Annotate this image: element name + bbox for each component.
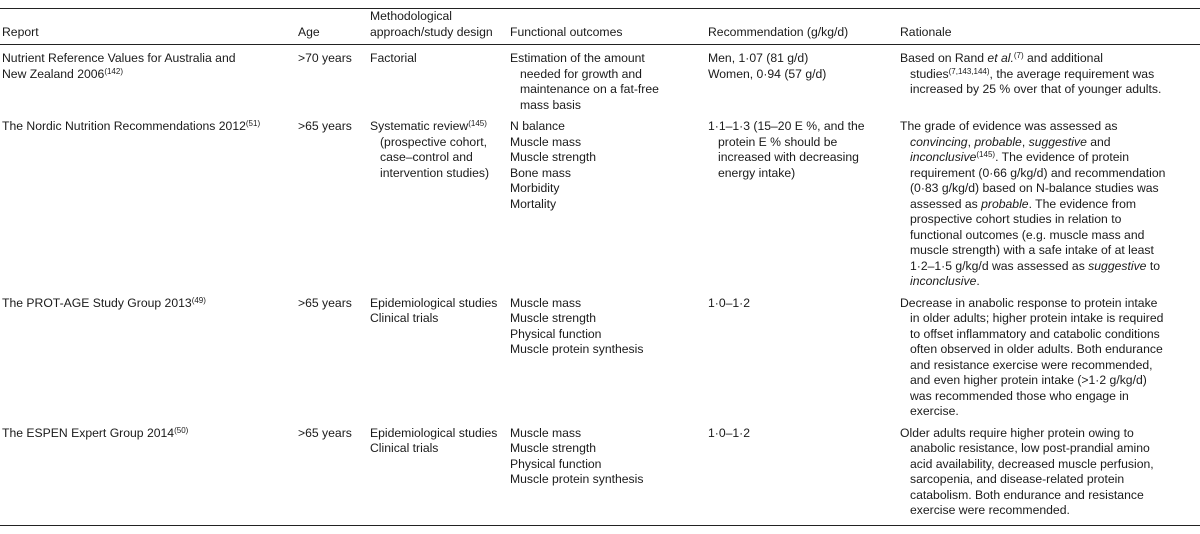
header-row [0, 9, 1200, 45]
table-row [0, 296, 1200, 426]
header-method-line: approach/study design [370, 24, 493, 39]
header-method [370, 9, 510, 45]
cell-outcomes: Muscle mass Muscle strength Physical function Muscle protein synthesis [510, 425, 644, 486]
header-outcomes: Functional outcomes [510, 24, 623, 39]
cell-recommendation: 1·0–1·2 [708, 295, 751, 310]
table-row [0, 45, 1200, 120]
cell-method: Epidemiological studies Clinical trials [370, 295, 498, 325]
cell-rationale: Based on Rand et al.$^{(7)}$ and additional studies$^{(7,143,144)}$, the average requirement was increased by 25 % over that of younger adults. [900, 51, 1162, 96]
cell-method: Epidemiological studies Clinical trials [370, 425, 498, 455]
cell-report: Nutrient Reference Values for Australia and New Zealand 2006$^{(142)}$ [2, 51, 236, 81]
cell-report: The PROT-AGE Study Group 2013$^{(49)}$ [2, 295, 206, 310]
cell-recommendation: 1·0–1·2 [708, 425, 751, 440]
cell-rationale: The grade of evidence was assessed as convincing, probable, suggestive and inconclusive$^{(145)}$. The evidence of protein requirement (0·66 g/kg/d) and recommendation (0·83 g/kg/d) based on N-balance studies was assessed as probable. The evidence from prospective cohort studies in relation to functional outcomes (e.g. muscle mass and muscle strength) with a safe intake of at least 1·2–1·5 g/kg/d was assessed as suggestive to inconclusive. [900, 119, 1166, 288]
cell-rationale: Older adults require higher protein owing to anabolic resistance, low post-prandial amino acid availability, decreased muscle perfusion, sarcopenia, and disease-related protein catabolism. Both endurance and resistance exercise were recommended. [900, 425, 1154, 517]
header-method-line: Methodological [370, 9, 452, 23]
cell-outcomes: Muscle mass Muscle strength Physical function Muscle protein synthesis [510, 295, 644, 356]
header-report: Report [2, 24, 39, 39]
cell-outcomes: Estimation of the amount needed for growth and maintenance on a fat-free mass basis [510, 51, 659, 112]
cell-rationale: Decrease in anabolic response to protein intake in older adults; higher protein intake is required to offset inflammatory and catabolic conditions often observed in older adults. Both endurance and resistance exercise were recommended, and even higher protein intake (>1·2 g/kg/d) was recommended those who engage in exercise. [900, 295, 1164, 418]
cell-report: The ESPEN Expert Group 2014$^{(50)}$ [2, 425, 189, 440]
cell-report: The Nordic Nutrition Recommendations 2012$^{(51)}$ [2, 119, 261, 133]
recommendations-table [0, 8, 1200, 526]
header-recommendation: Recommendation (g/kg/d) [708, 24, 849, 39]
table-row [0, 119, 1200, 296]
cell-recommendation: 1·1–1·3 (15–20 E %, and the protein E % should be increased with decreasing energy intake) [708, 119, 865, 180]
header-age: Age [298, 24, 320, 39]
cell-age: >65 years [298, 119, 352, 133]
cell-method: Factorial [370, 51, 417, 65]
cell-method: Systematic review$^{(145)}$ (prospective cohort, case–control and intervention studies) [370, 119, 490, 180]
cell-age: >65 years [298, 425, 352, 440]
header-rationale: Rationale [900, 24, 952, 39]
cell-recommendation: Men, 1·07 (81 g/d) Women, 0·94 (57 g/d) [708, 51, 827, 81]
table-row [0, 426, 1200, 526]
cell-age: >70 years [298, 51, 352, 65]
cell-outcomes: N balance Muscle mass Muscle strength Bone mass Morbidity Mortality [510, 119, 597, 211]
cell-age: >65 years [298, 295, 352, 310]
